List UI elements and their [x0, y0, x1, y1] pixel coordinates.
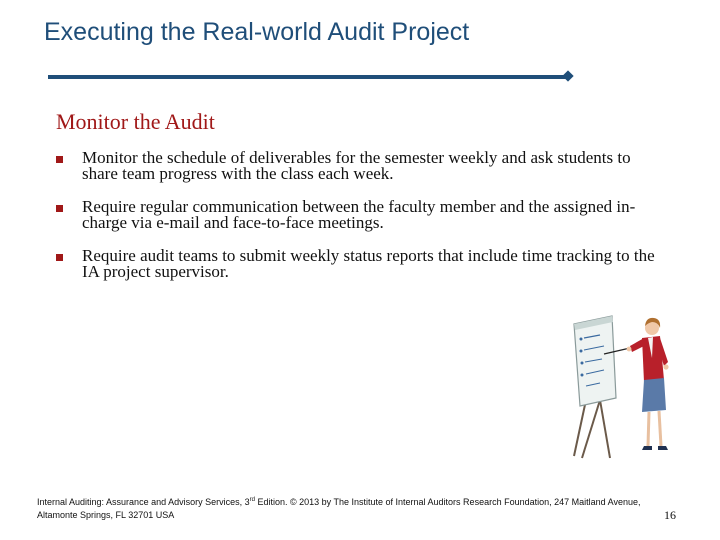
slide-title: Executing the Real-world Audit Project: [44, 18, 470, 46]
bullet-text: Require audit teams to submit weekly status reports that include time tracking to the IA project supervisor.: [82, 246, 655, 281]
footer-citation-superscript: rd: [249, 497, 255, 503]
presenter-at-flipchart-icon: [560, 310, 680, 460]
footer-citation: [37, 494, 677, 522]
section-heading: Monitor the Audit: [56, 109, 215, 134]
bullet-text: Require regular communication between the faculty member and the assigned in-charge via e-mail and face-to-face meetings.: [82, 197, 636, 232]
footer-citation-start: Internal Auditing: Assurance and Advisory Services, 3: [37, 497, 250, 507]
bullet-text: Monitor the schedule of deliverables for the semester weekly and ask students to share team progress with the class each week.: [82, 148, 631, 183]
title-underline-diamond: [562, 70, 573, 81]
square-bullet-icon: [56, 205, 63, 212]
title-underline: [48, 75, 568, 79]
bullet-list: [56, 150, 656, 297]
square-bullet-icon: [56, 156, 63, 163]
footer-citation-end: Edition. © 2013 by The Institute of Internal Auditors Research Foundation, 247 Maitland Avenue, Altamonte Springs, FL 32701 USA: [37, 497, 641, 520]
page-number: 16: [664, 508, 676, 522]
square-bullet-icon: [56, 254, 63, 261]
bullet-item: [56, 150, 656, 182]
bullet-item: [56, 199, 656, 231]
bullet-item: [56, 248, 656, 280]
